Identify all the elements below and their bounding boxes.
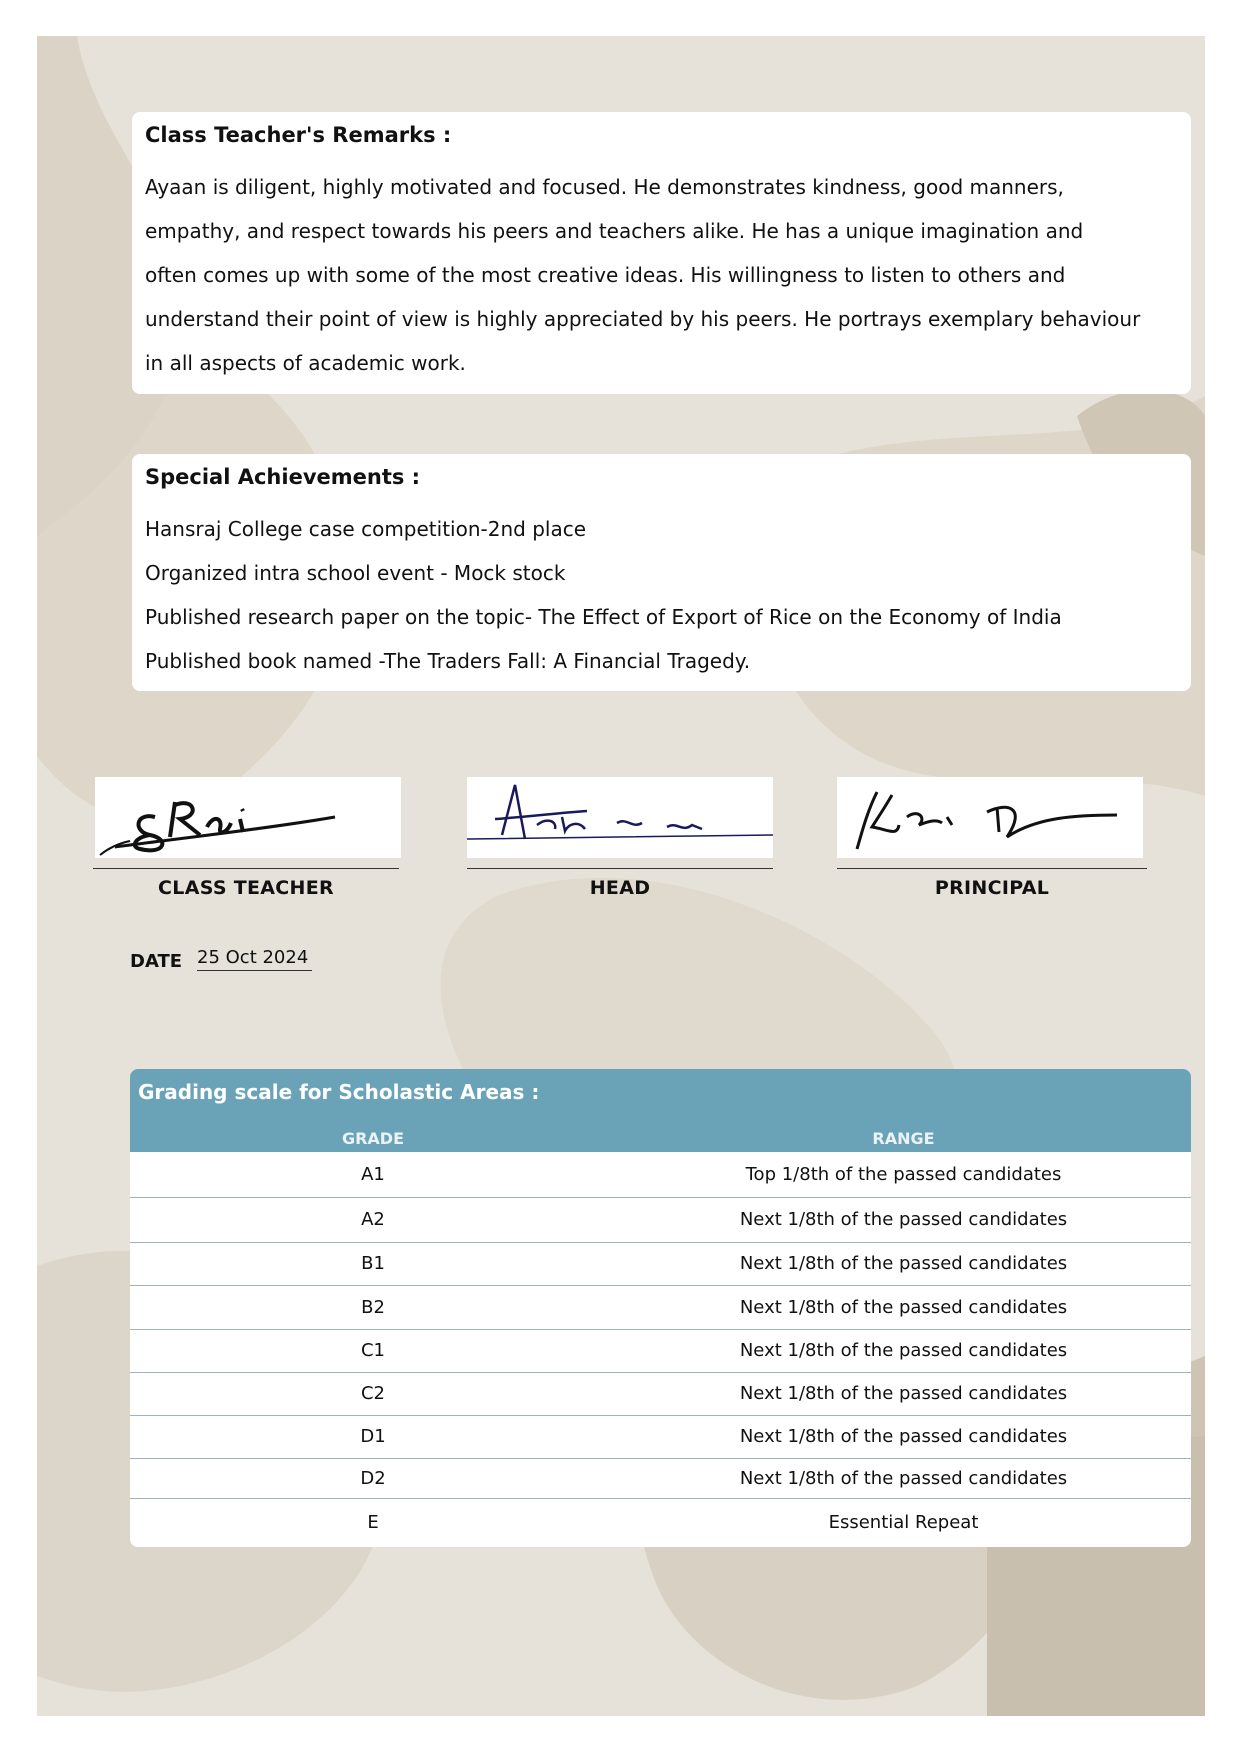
grade-cell: A2 [130, 1197, 616, 1242]
range-cell: Next 1/8th of the passed candidates [616, 1372, 1191, 1415]
grade-cell: B2 [130, 1285, 616, 1329]
achievements-title: Special Achievements : [145, 465, 421, 489]
table-row [130, 1152, 1191, 1197]
range-cell: Top 1/8th of the passed candidates [616, 1152, 1191, 1197]
class-teacher-signature [95, 777, 401, 858]
head-signature-image [467, 777, 773, 858]
signature-line [467, 868, 773, 869]
grade-cell: E [367, 1512, 379, 1534]
signature-line [93, 868, 399, 869]
grading-scale-header [130, 1069, 1191, 1152]
remarks-title: Class Teacher's Remarks : [145, 123, 452, 147]
range-cell: Next 1/8th of the passed candidates [616, 1458, 1191, 1498]
grade-cell: A1 [130, 1152, 616, 1197]
grade-cell: B1 [130, 1242, 616, 1285]
range-cell: Next 1/8th of the passed candidates [616, 1197, 1191, 1242]
table-row [130, 1415, 1191, 1458]
principal-signature [837, 777, 1143, 858]
range-cell: Next 1/8th of the passed candidates [616, 1415, 1191, 1458]
table-row [130, 1285, 1191, 1329]
class-teacher-signature-image [95, 777, 401, 858]
head-signature [467, 777, 773, 858]
range-cell: Next 1/8th of the passed candidates [616, 1329, 1191, 1372]
special-achievements-card [132, 454, 1191, 691]
remarks-text: Ayaan is diligent, highly motivated and focused. He demonstrates kindness, good manners, empathy, and respect towards his peers and teachers alike. He has a unique imagination and often comes up with some of the most creative ideas. His willingness to listen to others and understand their point of view is highly appreciated by his peers. He portrays exemplary behaviour in all aspects of academic work. [145, 175, 1141, 375]
table-row [130, 1242, 1191, 1285]
table-row [130, 1498, 1191, 1547]
principal-label: PRINCIPAL [934, 877, 1050, 899]
head-label: HEAD [589, 877, 651, 899]
table-row [130, 1197, 1191, 1242]
achievement-item: Hansraj College case competition-2nd place [145, 517, 586, 541]
class-teacher-label: CLASS TEACHER [158, 877, 334, 899]
achievements-list [145, 507, 1191, 683]
achievement-item: Organized intra school event - Mock stock [145, 561, 566, 585]
table-row [130, 1372, 1191, 1415]
achievement-item: Published research paper on the topic- The Effect of Export of Rice on the Economy of India [145, 605, 1062, 629]
grade-cell: D1 [130, 1415, 616, 1458]
grade-cell: C1 [130, 1329, 616, 1372]
grading-scale-title: Grading scale for Scholastic Areas : [138, 1080, 540, 1104]
grading-rows [130, 1152, 1191, 1547]
range-column-header: RANGE [872, 1129, 935, 1148]
range-cell: Essential Repeat [828, 1512, 979, 1534]
date-label: DATE [130, 951, 183, 972]
class-teacher-remarks-card [132, 112, 1191, 394]
principal-signature-image [837, 777, 1143, 858]
grading-scale-table [130, 1069, 1191, 1547]
grade-cell: C2 [130, 1372, 616, 1415]
grade-cell: D2 [130, 1458, 616, 1498]
date-value: 25 Oct 2024 [197, 947, 312, 971]
range-cell: Next 1/8th of the passed candidates [616, 1242, 1191, 1285]
signature-line [837, 868, 1147, 869]
table-row [130, 1458, 1191, 1498]
table-row [130, 1329, 1191, 1372]
range-cell: Next 1/8th of the passed candidates [616, 1285, 1191, 1329]
achievement-item: Published book named -The Traders Fall: A Financial Tragedy. [145, 649, 751, 673]
grade-column-header: GRADE [341, 1129, 405, 1148]
report-page [37, 36, 1205, 1716]
